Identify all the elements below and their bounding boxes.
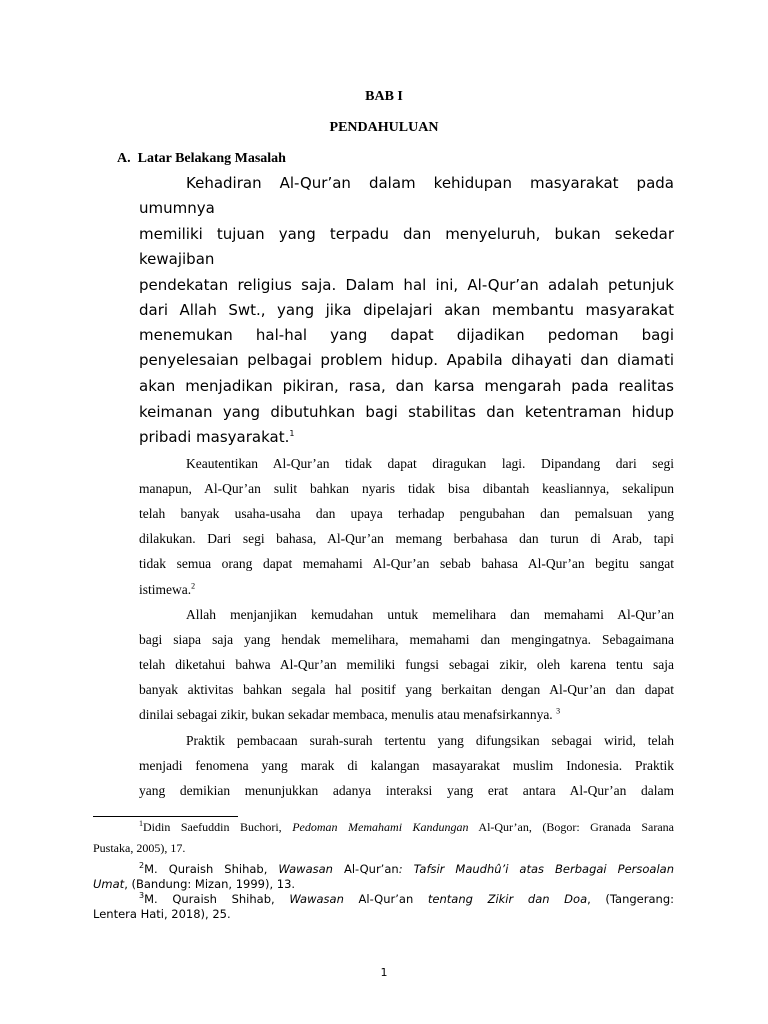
para3-text: dinilai sebagai zikir, bukan sekadar membaca, menulis atau menafsirkannya. (139, 707, 553, 722)
footnote-1-title: Pedoman Memahami Kandungan (292, 820, 469, 834)
section-heading (117, 151, 286, 167)
para2-line: telah banyak usaha-usaha dan upaya terhadap pengubahan dan pemalsuan yang (139, 506, 674, 521)
footnote-ref-2: 2 (191, 581, 196, 591)
page-number: 1 (380, 966, 388, 979)
para3-line (139, 707, 674, 723)
para1-line: dari Allah Swt., yang jika dipelajari akan membantu masyarakat (139, 301, 674, 319)
footnote-1-author: Didin Saefuddin Buchori, (143, 820, 293, 834)
para2-line: Keautentikan Al-Qur’an tidak dapat diragukan lagi. Dipandang dari segi (186, 456, 674, 471)
footnote-3-number: 3 (139, 891, 145, 901)
para1-line: akan menjadikan pikiran, rasa, dan karsa mengarah pada realitas (139, 377, 674, 395)
para3-line: telah diketahui bahwa Al-Qur’an memiliki fungsi sebagai zikir, oleh karena tentu saja (139, 657, 674, 672)
para1-line (139, 428, 674, 446)
para4-line: menjadi fenomena yang marak di kalangan masayarakat muslim Indonesia. Praktik (139, 758, 674, 773)
footnote-3-line2: Lentera Hati, 2018), 25. (93, 907, 231, 921)
para2-line (139, 582, 674, 598)
footnote-3-subtitle: tentang Zikir dan Doa (427, 892, 588, 906)
para2-line: manapun, Al-Qur’an sulit bahkan nyaris tidak bisa dibantah keasliannya, sekalipun (139, 481, 674, 496)
footnote-ref-3: 3 (556, 706, 561, 716)
footnote-2-author: M. Quraish Shihab, (144, 862, 279, 876)
footnote-3-rest: , (Tangerang: (587, 892, 674, 906)
footnote-3-title: Wawasan (289, 892, 344, 906)
footnote-2 (139, 862, 674, 876)
section-title: Latar Belakang Masalah (137, 151, 286, 166)
para1-line: pendekatan religius saja. Dalam hal ini, Al-Qur’an adalah petunjuk (139, 276, 674, 294)
chapter-number: BAB I (365, 89, 403, 104)
footnote-1-line2: Pustaka, 2005), 17. (93, 841, 186, 855)
chapter-title: PENDAHULUAN (329, 120, 439, 135)
para1-line: umumnya (139, 199, 215, 217)
para4-line: yang demikian menunjukkan adanya interaksi yang erat antara Al-Qur’an dalam (139, 783, 674, 798)
para1-line: Kehadiran Al-Qur’an dalam kehidupan masyarakat pada (186, 174, 674, 192)
footnote-3 (139, 892, 674, 906)
footnote-2-mid: Al-Qur’an (332, 862, 399, 876)
para1-line: kewajiban (139, 250, 215, 268)
para1-text: pribadi masyarakat. (139, 428, 290, 446)
para3-line: bagi siapa saja yang hendak memelihara, memahami dan mengingatnya. Sebagaimana (139, 632, 674, 647)
para1-line: penyelesaian pelbagai problem hidup. Apabila dihayati dan diamati (139, 351, 674, 369)
footnote-separator (93, 816, 238, 817)
footnote-1 (139, 820, 674, 835)
footnote-2-line2 (93, 877, 674, 891)
footnote-3-mid: Al-Qur’an (343, 892, 428, 906)
para3-line: Allah menjanjikan kemudahan untuk memelihara dan memahami Al-Qur’an (186, 607, 674, 622)
para1-line: keimanan yang dibutuhkan bagi stabilitas dan ketentraman hidup (139, 403, 674, 421)
para1-line: menemukan hal-hal yang dapat dijadikan pedoman bagi (139, 326, 674, 344)
section-label: A. (117, 151, 131, 166)
para4-line: Praktik pembacaan surah-surah tertentu yang difungsikan sebagai wirid, telah (186, 733, 674, 748)
para1-line: memiliki tujuan yang terpadu dan menyeluruh, bukan sekedar (139, 225, 674, 243)
footnote-3-author: M. Quraish Shihab, (144, 892, 290, 906)
footnote-ref-1: 1 (289, 429, 295, 438)
para2-line: dilakukan. Dari segi bahasa, Al-Qur’an memang berbahasa dan turun di Arab, tapi (139, 531, 674, 546)
para3-line: banyak aktivitas bahkan segala hal positif yang berkaitan dengan Al-Qur’an dan dapat (139, 682, 674, 697)
footnote-2-subtitle: : Tafsir Maudhû’i atas Berbagai Persoalan (398, 862, 674, 876)
footnote-1-rest: Al-Qur’an, (Bogor: Granada Sarana (468, 820, 674, 834)
footnote-2-rest: , (Bandung: Mizan, 1999), 13. (124, 877, 296, 891)
para2-text: istimewa. (139, 582, 192, 597)
para2-line: tidak semua orang dapat memahami Al-Qur’an sebab bahasa Al-Qur’an begitu sangat (139, 556, 674, 571)
footnote-1-number: 1 (139, 819, 143, 828)
footnote-2-number: 2 (139, 861, 145, 871)
footnote-2-title: Wawasan (278, 862, 333, 876)
footnote-2-subtitle-end: Umat (93, 877, 125, 891)
